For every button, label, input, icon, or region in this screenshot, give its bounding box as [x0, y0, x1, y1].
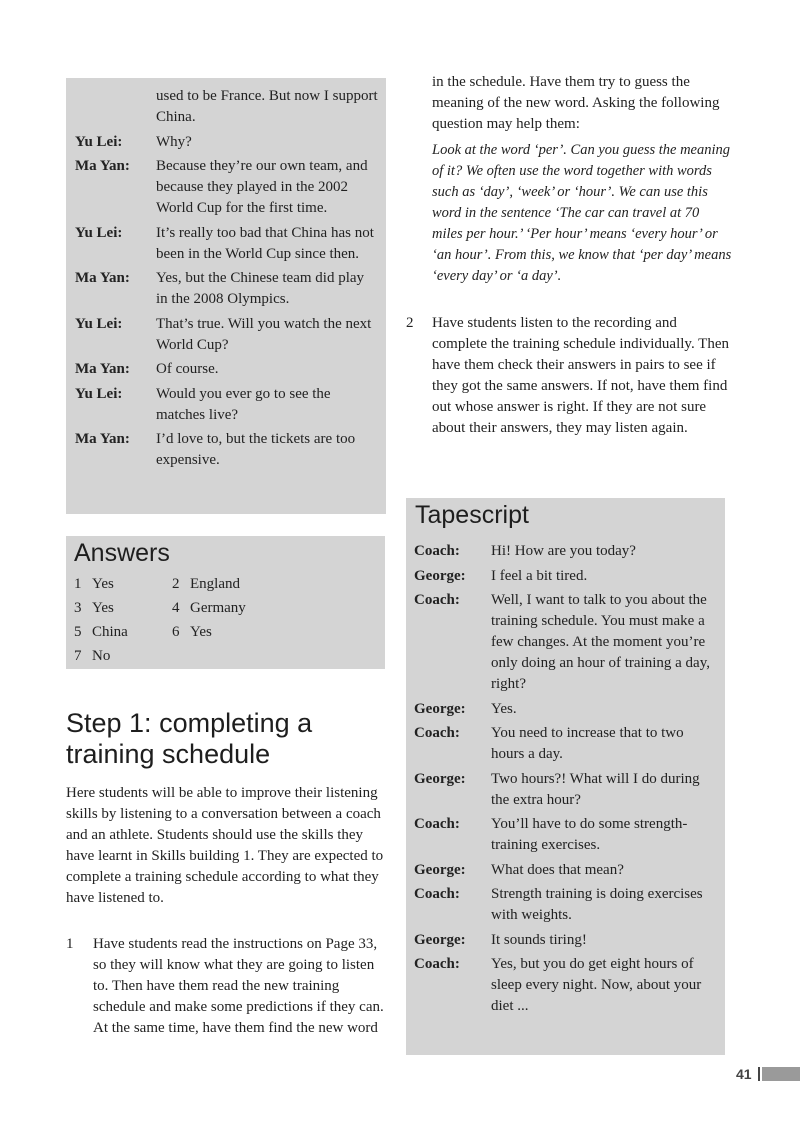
line-text: I feel a bit tired. — [491, 567, 588, 584]
tapescript-line — [414, 723, 719, 765]
intro-paragraph: Here students will be able to improve their listening skills by listening to a conversation between a coach and an athlete. Students should use the skills they have learnt in Skills building 1. They are expected to complete a training schedule according to what they have listened to. — [66, 785, 384, 906]
line-text: Yes. — [491, 700, 517, 717]
line-text: What does that mean? — [491, 861, 624, 878]
dialogue-line — [75, 429, 378, 471]
answer-number: 4 — [172, 600, 180, 616]
tapescript-line — [414, 954, 719, 1017]
speaker: George: — [414, 770, 466, 787]
dialogue-line — [75, 359, 378, 380]
dialogue-line — [75, 384, 378, 426]
line-text: Of course. — [156, 361, 219, 377]
dialogue-line — [75, 156, 378, 219]
tapescript-line — [414, 884, 719, 926]
line-text: Yes, but you do get eight hours of sleep every night. Now, about your diet ... — [491, 956, 702, 1014]
tapescript-line — [414, 699, 719, 720]
tapescript-box — [406, 498, 725, 1055]
speaker: George: — [414, 861, 466, 878]
speaker: George: — [414, 700, 466, 717]
item-text: Have students listen to the recording and complete the training schedule individually. Then have them check their answers in pairs to see if they got the same answers. If not, have them find out whose answer is right. If they are not sure about their answers, they may listen again. — [432, 315, 730, 436]
tapescript-line — [414, 769, 719, 811]
answer-text: Yes — [190, 624, 212, 640]
speaker: Coach: — [414, 725, 460, 741]
step-title: Step 1: completing a training schedule — [66, 708, 313, 769]
line-text: You need to increase that to two hours a day. — [491, 725, 684, 762]
speaker: Coach: — [414, 886, 460, 902]
example-question: Look at the word ‘per’. Can you guess the meaning of it? We often use the word together with words such as ‘day’, ‘week’ or ‘hour’. We can use this word in the sentence ‘The car can travel at 70 miles per hour.’ ‘Per hour’ means ‘every hour’ or ‘an hour’. From this, we know that ‘per day’ means ‘every day’ or ‘a day’. — [432, 142, 732, 284]
item-1-continued: in the schedule. Have them try to guess the meaning of the new word. Asking the following question may help them: — [432, 74, 720, 132]
dialogue-line — [75, 268, 378, 310]
line-text: Hi! How are you today? — [491, 543, 636, 559]
answer-text: China — [92, 624, 128, 640]
speaker: Ma Yan: — [75, 431, 130, 447]
tapescript-line — [414, 930, 719, 951]
line-text: used to be France. But now I support China. — [156, 88, 378, 125]
answer-number: 7 — [74, 648, 82, 664]
dialogue-line — [75, 86, 378, 128]
speaker: Ma Yan: — [75, 361, 130, 377]
line-text: I’d love to, but the tickets are too expensive. — [156, 431, 356, 468]
speaker: George: — [414, 567, 466, 584]
line-text: That’s true. Will you watch the next World Cup? — [156, 315, 372, 353]
answers-grid — [74, 572, 377, 668]
answers-box — [66, 536, 385, 669]
speaker: Yu Lei: — [75, 133, 123, 150]
speaker: Yu Lei: — [75, 224, 123, 241]
speaker: George: — [414, 931, 466, 948]
tapescript-line — [414, 860, 719, 881]
speaker: Coach: — [414, 956, 460, 972]
line-text: You’ll have to do some strength-training exercises. — [491, 816, 688, 853]
dialogue-line — [75, 223, 378, 265]
item-text: Have students read the instructions on Page 33, so they will know what they are going to listen to. Then have them read the new training schedule and make some predictions if they can. At the same time, have them find the new word — [93, 936, 384, 1036]
line-text: It’s really too bad that China has not been in the World Cup since then. — [156, 224, 374, 262]
answer-text: Germany — [190, 600, 246, 616]
answer-item — [172, 620, 292, 644]
line-text: Two hours?! What will I do during the extra hour? — [491, 770, 700, 808]
answer-number: 3 — [74, 600, 82, 616]
answers-title: Answers — [74, 539, 170, 567]
answer-item — [172, 572, 292, 596]
tapescript-line — [414, 590, 719, 695]
item-number: 1 — [66, 936, 74, 952]
line-text: Strength training is doing exercises with weights. — [491, 886, 703, 923]
speaker: Ma Yan: — [75, 158, 130, 174]
answer-number: 2 — [172, 576, 180, 592]
item-number: 2 — [406, 315, 414, 331]
answer-text: Yes — [92, 600, 114, 616]
tapescript-title: Tapescript — [415, 501, 529, 529]
answer-number: 6 — [172, 624, 180, 640]
dialogue-box — [66, 78, 386, 514]
answer-number: 1 — [74, 576, 82, 592]
speaker: Coach: — [414, 816, 460, 832]
line-text: Why? — [156, 133, 192, 150]
speaker: Ma Yan: — [75, 270, 130, 286]
answer-item — [74, 572, 172, 596]
speaker: Yu Lei: — [75, 315, 123, 332]
answer-item — [74, 644, 172, 668]
page-number: 41 — [736, 1066, 752, 1082]
speaker: Coach: — [414, 592, 460, 608]
answer-text: No — [92, 648, 111, 664]
line-text: Yes, but the Chinese team did play in the 2008 Olympics. — [156, 270, 365, 307]
answer-item — [74, 620, 172, 644]
speaker: Coach: — [414, 543, 460, 559]
answer-item — [172, 596, 292, 620]
tapescript-line — [414, 566, 719, 587]
dialogue-line — [75, 314, 378, 356]
tapescript-line — [414, 541, 719, 562]
line-text: Because they’re our own team, and because they played in the 2002 World Cup for the first time. — [156, 158, 368, 216]
speaker: Yu Lei: — [75, 385, 123, 402]
answer-item — [74, 596, 172, 620]
line-text: Would you ever go to see the matches live? — [156, 385, 331, 423]
answer-text: Yes — [92, 576, 114, 592]
answer-number: 5 — [74, 624, 82, 640]
line-text: Well, I want to talk to you about the training schedule. You must make a few changes. At the moment you’re only doing an hour of training a day, right? — [491, 592, 710, 692]
line-text: It sounds tiring! — [491, 931, 587, 948]
answer-text: England — [190, 576, 240, 592]
speaker — [75, 86, 156, 128]
tapescript-line — [414, 814, 719, 856]
page-number-tab — [762, 1067, 800, 1081]
numbered-item-2 — [406, 313, 732, 439]
page-number-divider — [758, 1067, 760, 1081]
numbered-item-1 — [66, 934, 388, 1039]
dialogue-line — [75, 132, 378, 153]
